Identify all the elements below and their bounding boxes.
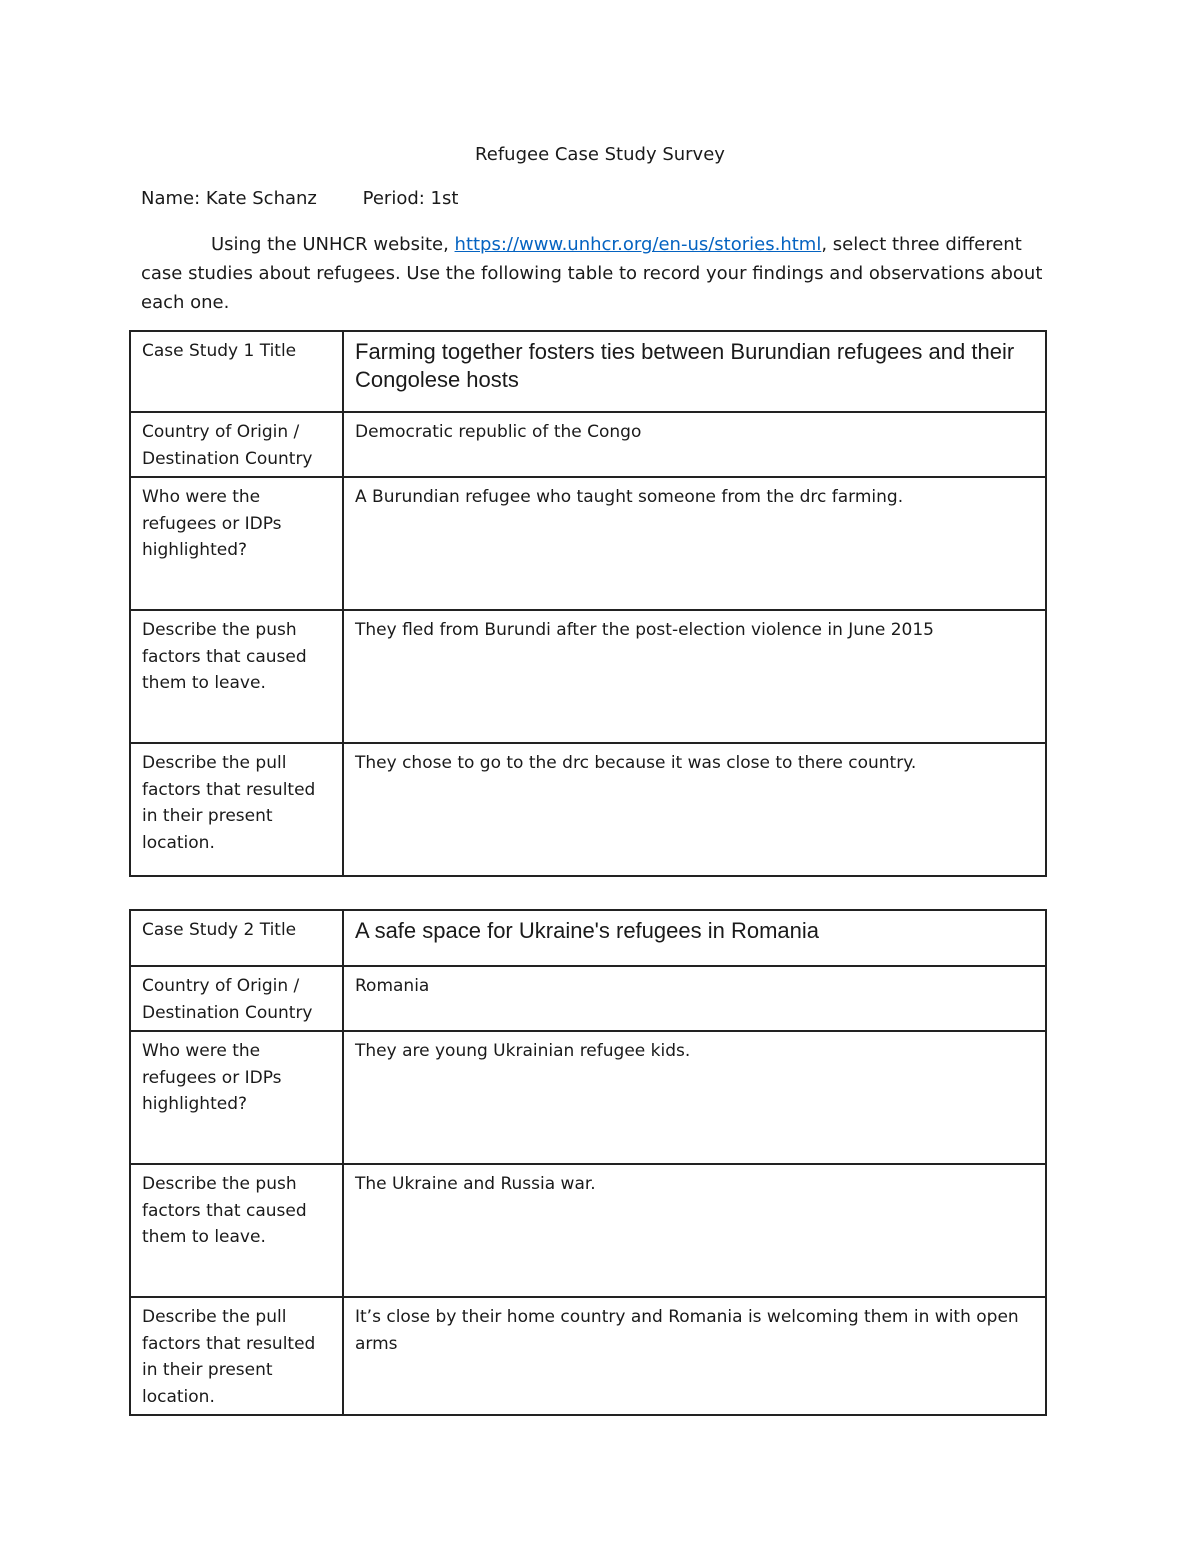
table-row [130,1297,1046,1415]
case-study-1-table [129,330,1047,877]
pull-factors-label: Describe the pull factors that resulted in their present location. [130,1297,343,1415]
refugees-highlighted-label: Who were the refugees or IDPs highlighted? [130,477,343,610]
table-row [130,1031,1046,1164]
class-period: Period: 1st [362,188,459,209]
case-study-title-label: Case Study 2 Title [130,910,343,966]
instructions-text-start: Using the UNHCR website, [211,234,455,255]
table-row [130,610,1046,743]
pull-factors-value: It’s close by their home country and Romania is welcoming them in with open arms [343,1297,1046,1415]
push-factors-value: They fled from Burundi after the post-election violence in June 2015 [343,610,1046,743]
table-row [130,1164,1046,1297]
refugees-highlighted-value: They are young Ukrainian refugee kids. [343,1031,1046,1164]
table-row [130,743,1046,876]
case-study-title-value: A safe space for Ukraine's refugees in Romania [343,910,1046,966]
table-row [130,331,1046,412]
origin-destination-value: Romania [343,966,1046,1031]
table-row [130,966,1046,1031]
student-info [141,188,458,209]
origin-destination-label: Country of Origin / Destination Country [130,412,343,477]
pull-factors-label: Describe the pull factors that resulted in their present location. [130,743,343,876]
push-factors-label: Describe the push factors that caused them to leave. [130,610,343,743]
instructions-paragraph [141,230,1061,317]
table-row [130,477,1046,610]
pull-factors-value: They chose to go to the drc because it was close to there country. [343,743,1046,876]
refugees-highlighted-value: A Burundian refugee who taught someone from the drc farming. [343,477,1046,610]
unhcr-stories-link[interactable]: https://www.unhcr.org/en-us/stories.html [454,234,822,255]
push-factors-label: Describe the push factors that caused them to leave. [130,1164,343,1297]
table-row [130,412,1046,477]
table-row [130,910,1046,966]
instructions-text-end: , select three different case studies about refugees. Use the following table to record your findings and observations about each one. [141,234,1043,313]
page-title: Refugee Case Study Survey [475,144,725,165]
refugees-highlighted-label: Who were the refugees or IDPs highlighted? [130,1031,343,1164]
case-study-title-label: Case Study 1 Title [130,331,343,412]
push-factors-value: The Ukraine and Russia war. [343,1164,1046,1297]
origin-destination-label: Country of Origin / Destination Country [130,966,343,1031]
origin-destination-value: Democratic republic of the Congo [343,412,1046,477]
student-name: Name: Kate Schanz [141,188,317,209]
case-study-2-table [129,909,1047,1416]
case-study-title-value: Farming together fosters ties between Burundian refugees and their Congolese hosts [343,331,1046,412]
